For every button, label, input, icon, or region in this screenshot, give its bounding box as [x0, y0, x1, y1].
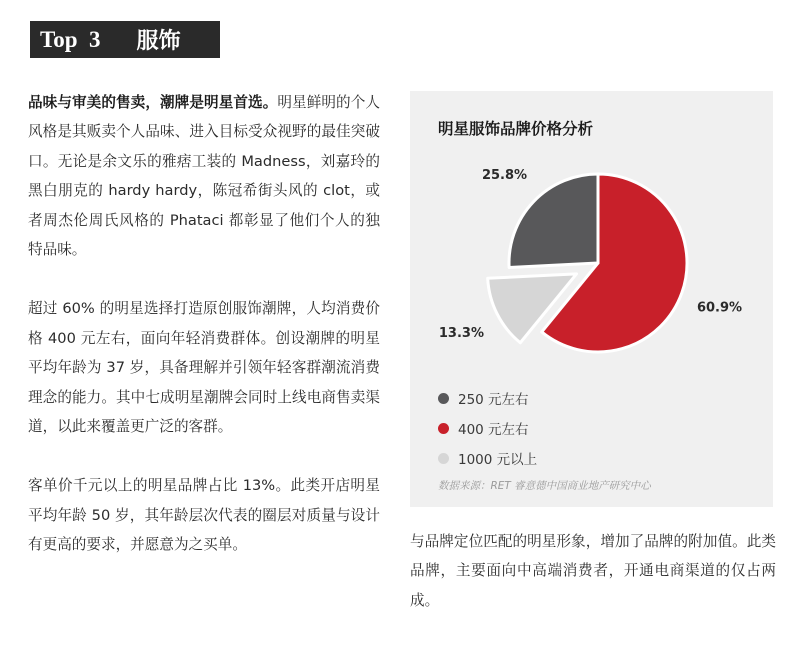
- pie-value-label: 60.9%: [696, 300, 743, 316]
- chart-source-note: 数据来源：RET 睿意德中国商业地产研究中心: [438, 480, 651, 492]
- legend-label: 1000 元以上: [458, 452, 538, 468]
- pie-value-label: 25.8%: [481, 168, 528, 184]
- section-header: [30, 21, 220, 58]
- paragraph-1: [28, 88, 380, 264]
- pie-slice: [509, 174, 598, 267]
- legend-item: [438, 413, 537, 443]
- paragraph-body: 明星鲜明的个人风格是其贩卖个人品味、进入目标受众视野的最佳突破口。无论是余文乐的雅痞工装的 Madness，刘嘉玲的黑白朋克的 hardy hardy，陈冠希街头风的 clot，或者周杰伦周氏风格的 Phataci 都彰显了他们个人的独特品味。: [28, 94, 380, 259]
- section-rank: Top 3: [40, 26, 101, 52]
- legend-swatch: [438, 393, 449, 404]
- legend-swatch: [438, 423, 449, 434]
- chart-title: 明星服饰品牌价格分析: [438, 120, 594, 138]
- chart-card: [410, 91, 773, 507]
- legend-label: 250 元左右: [458, 392, 529, 408]
- legend-item: [438, 383, 537, 413]
- paragraph-3: 客单价千元以上的明星品牌占比 13%。此类开店明星平均年龄 50 岁，其年龄层次代表的圈层对质量与设计有更高的要求，并愿意为之买单。: [28, 477, 380, 554]
- legend-swatch: [438, 453, 449, 464]
- pie-value-label: 13.3%: [438, 326, 485, 342]
- right-article-column: [410, 527, 776, 615]
- legend-label: 400 元左右: [458, 422, 529, 438]
- paragraph-4: 与品牌定位匹配的明星形象，增加了品牌的附加值。此类品牌，主要面向中高端消费者，开通电商渠道的仅占两成。: [410, 533, 776, 609]
- paragraph-lead: 品味与审美的售卖，潮牌是明星首选。: [28, 94, 278, 111]
- legend-item: [438, 443, 537, 473]
- paragraph-2: 超过 60% 的明星选择打造原创服饰潮牌，人均消费价格 400 元左右，面向年轻消费群体。创设潮牌的明星平均年龄为 37 岁，具备理解并引领年轻客群潮流消费理念的能力。其中七成明星潮牌会同时上线电商售卖渠道，以此来覆盖更广泛的客群。: [28, 300, 380, 436]
- section-category: 服饰: [136, 28, 181, 54]
- chart-legend: [438, 383, 537, 473]
- left-article-column: [28, 88, 380, 560]
